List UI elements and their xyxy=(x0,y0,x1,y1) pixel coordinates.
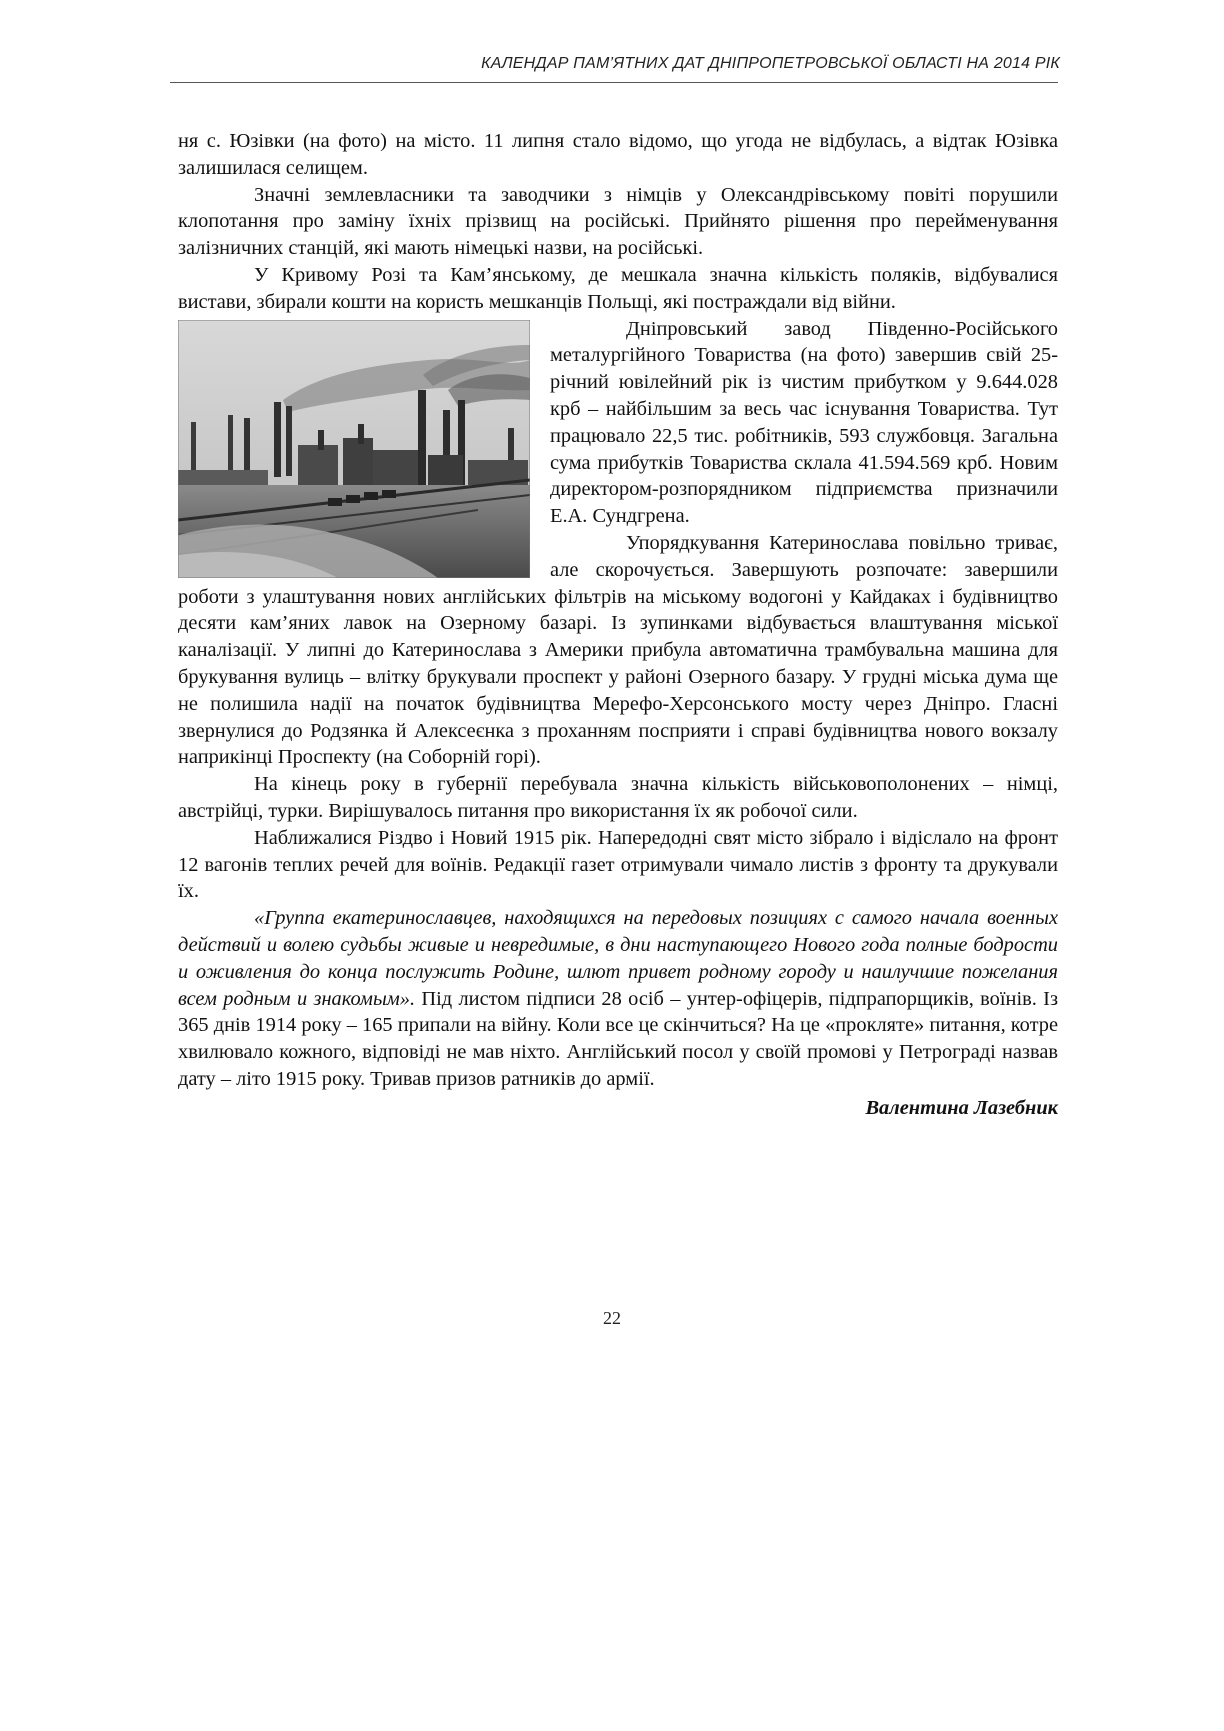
author-signature: Валентина Лазебник xyxy=(865,1096,1058,1119)
paragraph-6: На кінець року в губернії перебувала значна кількість військовополонених – німці, австрійці, турки. Вирішувалось питання про використання їх як робочої сили. xyxy=(178,773,1058,822)
article-body xyxy=(178,128,1058,1121)
paragraph-8 xyxy=(178,905,1058,1093)
paragraph-5: Упорядкування Катеринослава повільно триває, але скорочується. Завершують розпочате: завершили роботи з улаштування нових англійських фільтрів на міському водогоні у Кайдаках і будівництво десяти кам’яних лавок на Озерному базарі. Із зупинками відбувається влаштування міської каналізації. У липні до Катеринослава з Америки прибула автоматична трамбувальна машина для брукування вулиць – влітку брукували проспект у районі Озерного базару. У грудні міська дума ще не полишила надії на початок будівництва Мерефо-Херсонського мосту через Дніпро. Гласні звернулися до Родзянка й Алексеєнка з проханням посприяти і справі будівництва нового вокзалу наприкінці Проспекту (на Соборній горі). xyxy=(178,531,1058,769)
header-rule xyxy=(170,82,1058,83)
paragraph-1: ня с. Юзівки (на фото) на місто. 11 липня стало відомо, що угода не відбулась, а відтак Юзівка залишилася селищем. xyxy=(178,130,1058,179)
soldiers-letter-quote: «Группа екатеринославцев, находящихся на передовых позициях с самого начала военных действий и волею судьбы живые и невредимые, в дни наступающего Нового года полные бодрости и оживления до конца послужить Родине, шлют привет родному городу и наилучшие пожелания всем родным и знакомым». xyxy=(178,907,1058,1010)
paragraph-7: Наближалися Різдво і Новий 1915 рік. Напередодні свят місто зібрало і відіслало на фронт 12 вагонів теплих речей для воїнів. Редакції газет отримували чимало листів з фронту та друкували їх. xyxy=(178,826,1058,903)
paragraph-3: У Кривому Розі та Кам’янському, де мешкала значна кількість поляків, відбувалися вистави, збирали кошти на користь мешканців Польщі, які постраждали від війни. xyxy=(178,263,1058,313)
page-number: 22 xyxy=(603,1308,621,1328)
factory-photo-illustration xyxy=(178,320,530,578)
paragraph-4: Дніпровський завод Південно-Російського металургійного Товариства (на фото) завершив свій 25-річний ювілейний рік із чистим прибутком у 9.644.028 крб – найбільшим за весь час існування Товариства. Тут працювало 22,5 тис. робітників, 593 службовця. Загальна сума прибутків Товариства склала 41.594.569 крб. Новим директором-розпорядником підприємства призначили Е.А. Сундгрена. xyxy=(550,317,1058,528)
paragraph-8-text: Під листом підписи 28 осіб – унтер-офіцерів, підпрапорщиків, воїнів. Із 365 днів 1914 року – 165 припали на війну. Коли все це скінчиться? На це «прокляте» питання, котре хвилювало кожного, відповіді не мав ніхто. Англійський посол у своїй промові у Петрограді назвав дату – літо 1915 року. Тривав призов ратників до армії. xyxy=(178,987,1059,1090)
paragraph-2: Значні землевласники та заводчики з німців у Олександрівському повіті порушили клопотання про заміну їхніх прізвищ на російські. Прийнято рішення про перейменування залізничних станцій, які мають німецькі назви, на російські. xyxy=(178,183,1058,260)
factory-photo xyxy=(178,320,530,578)
running-header: КАЛЕНДАР ПАМ’ЯТНИХ ДАТ ДНІПРОПЕТРОВСЬКОЇ ОБЛАСТІ НА 2014 РІК xyxy=(481,55,1060,72)
